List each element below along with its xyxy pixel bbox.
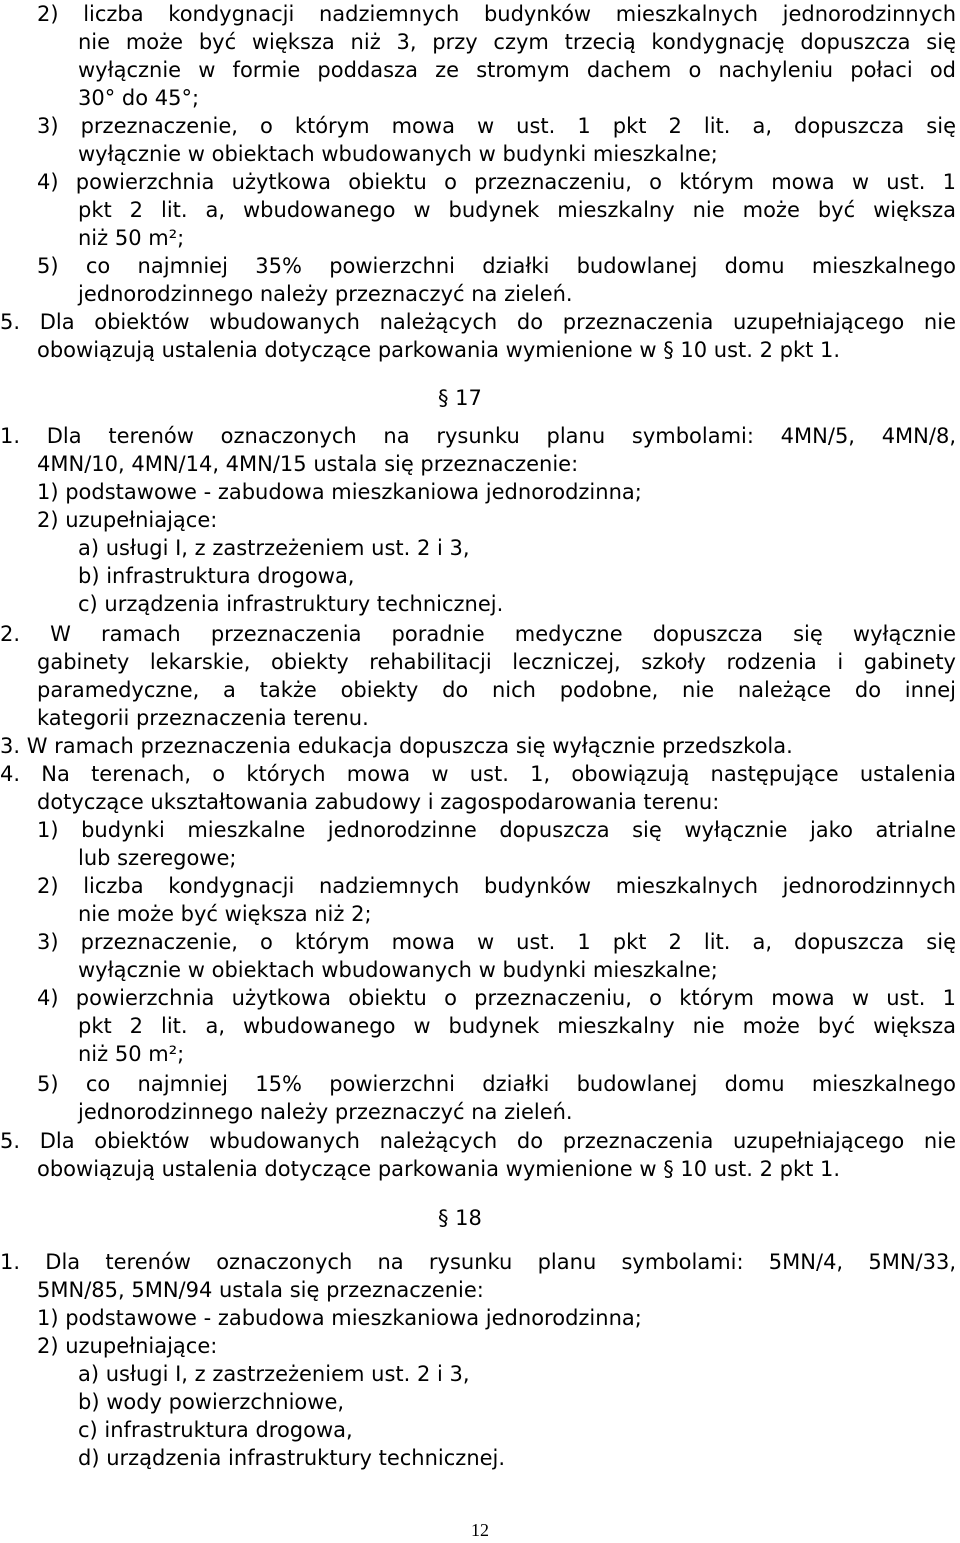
- section-heading-17: § 17: [438, 386, 482, 410]
- text-line: pkt 2 lit. a, wbudowanego w budynek mieszkalny nie może być większa: [78, 198, 956, 222]
- text-line: 4. Na terenach, o których mowa w ust. 1, obowiązują następujące ustalenia: [0, 762, 956, 786]
- text-line: 1) podstawowe - zabudowa mieszkaniowa jednorodzinna;: [37, 480, 642, 504]
- text-line: 5) co najmniej 15% powierzchni działki budowlanej domu mieszkalnego: [37, 1072, 956, 1096]
- text-line: 2. W ramach przeznaczenia poradnie medyczne dopuszcza się wyłącznie: [0, 622, 956, 646]
- text-line: wyłącznie w formie poddasza ze stromym dachem o nachyleniu połaci od: [78, 58, 956, 82]
- text-line: nie może być większa niż 2;: [78, 902, 372, 926]
- text-line: niż 50 m²;: [78, 226, 185, 250]
- text-line: gabinety lekarskie, obiekty rehabilitacji leczniczej, szkoły rodzenia i gabinety: [37, 650, 956, 674]
- text-line: 1. Dla terenów oznaczonych na rysunku planu symbolami: 5MN/4, 5MN/33,: [0, 1250, 956, 1274]
- text-line: obowiązują ustalenia dotyczące parkowania wymienione w § 10 ust. 2 pkt 1.: [37, 1157, 841, 1181]
- text-line: 1) podstawowe - zabudowa mieszkaniowa jednorodzinna;: [37, 1306, 642, 1330]
- text-line: jednorodzinnego należy przeznaczyć na zieleń.: [78, 282, 573, 306]
- text-line: dotyczące ukształtowania zabudowy i zagospodarowania terenu:: [37, 790, 720, 814]
- text-line: 5) co najmniej 35% powierzchni działki budowlanej domu mieszkalnego: [37, 254, 956, 278]
- text-line: nie może być większa niż 3, przy czym trzecią kondygnację dopuszcza się: [78, 30, 956, 54]
- text-line: 5MN/85, 5MN/94 ustala się przeznaczenie:: [37, 1278, 484, 1302]
- text-line: d) urządzenia infrastruktury technicznej.: [78, 1446, 506, 1470]
- text-line: 4MN/10, 4MN/14, 4MN/15 ustala się przeznaczenie:: [37, 452, 579, 476]
- text-line: 2) liczba kondygnacji nadziemnych budynków mieszkalnych jednorodzinnych: [37, 2, 956, 26]
- text-line: wyłącznie w obiektach wbudowanych w budynki mieszkalne;: [78, 142, 718, 166]
- text-line: lub szeregowe;: [78, 846, 237, 870]
- text-line: 2) liczba kondygnacji nadziemnych budynków mieszkalnych jednorodzinnych: [37, 874, 956, 898]
- page-number: 12: [471, 1520, 489, 1540]
- text-line: kategorii przeznaczenia terenu.: [37, 706, 369, 730]
- text-line: b) infrastruktura drogowa,: [78, 564, 355, 588]
- text-line: 1) budynki mieszkalne jednorodzinne dopuszcza się wyłącznie jako atrialne: [37, 818, 956, 842]
- text-line: 3) przeznaczenie, o którym mowa w ust. 1 pkt 2 lit. a, dopuszcza się: [37, 930, 956, 954]
- text-line: niż 50 m²;: [78, 1042, 185, 1066]
- text-line: b) wody powierzchniowe,: [78, 1390, 345, 1414]
- text-line: c) infrastruktura drogowa,: [78, 1418, 353, 1442]
- text-line: 4) powierzchnia użytkowa obiektu o przeznaczeniu, o którym mowa w ust. 1: [37, 986, 956, 1010]
- text-line: 3) przeznaczenie, o którym mowa w ust. 1 pkt 2 lit. a, dopuszcza się: [37, 114, 956, 138]
- text-line: 1. Dla terenów oznaczonych na rysunku planu symbolami: 4MN/5, 4MN/8,: [0, 424, 956, 448]
- text-line: paramedyczne, a także obiekty do nich podobne, nie należące do innej: [37, 678, 956, 702]
- text-line: wyłącznie w obiektach wbudowanych w budynki mieszkalne;: [78, 958, 718, 982]
- text-line: 4) powierzchnia użytkowa obiektu o przeznaczeniu, o którym mowa w ust. 1: [37, 170, 956, 194]
- text-line: 5. Dla obiektów wbudowanych należących do przeznaczenia uzupełniającego nie: [0, 1129, 956, 1153]
- text-line: 5. Dla obiektów wbudowanych należących do przeznaczenia uzupełniającego nie: [0, 310, 956, 334]
- text-line: jednorodzinnego należy przeznaczyć na zieleń.: [78, 1100, 573, 1124]
- text-line: 2) uzupełniające:: [37, 1334, 218, 1358]
- section-heading-18: § 18: [438, 1206, 482, 1230]
- text-line: pkt 2 lit. a, wbudowanego w budynek mieszkalny nie może być większa: [78, 1014, 956, 1038]
- text-line: a) usługi I, z zastrzeżeniem ust. 2 i 3,: [78, 1362, 470, 1386]
- text-line: 3. W ramach przeznaczenia edukacja dopuszcza się wyłącznie przedszkola.: [0, 734, 793, 758]
- text-line: a) usługi I, z zastrzeżeniem ust. 2 i 3,: [78, 536, 470, 560]
- text-line: obowiązują ustalenia dotyczące parkowania wymienione w § 10 ust. 2 pkt 1.: [37, 338, 841, 362]
- text-line: 30° do 45°;: [78, 86, 200, 110]
- text-line: c) urządzenia infrastruktury technicznej.: [78, 592, 504, 616]
- text-line: 2) uzupełniające:: [37, 508, 218, 532]
